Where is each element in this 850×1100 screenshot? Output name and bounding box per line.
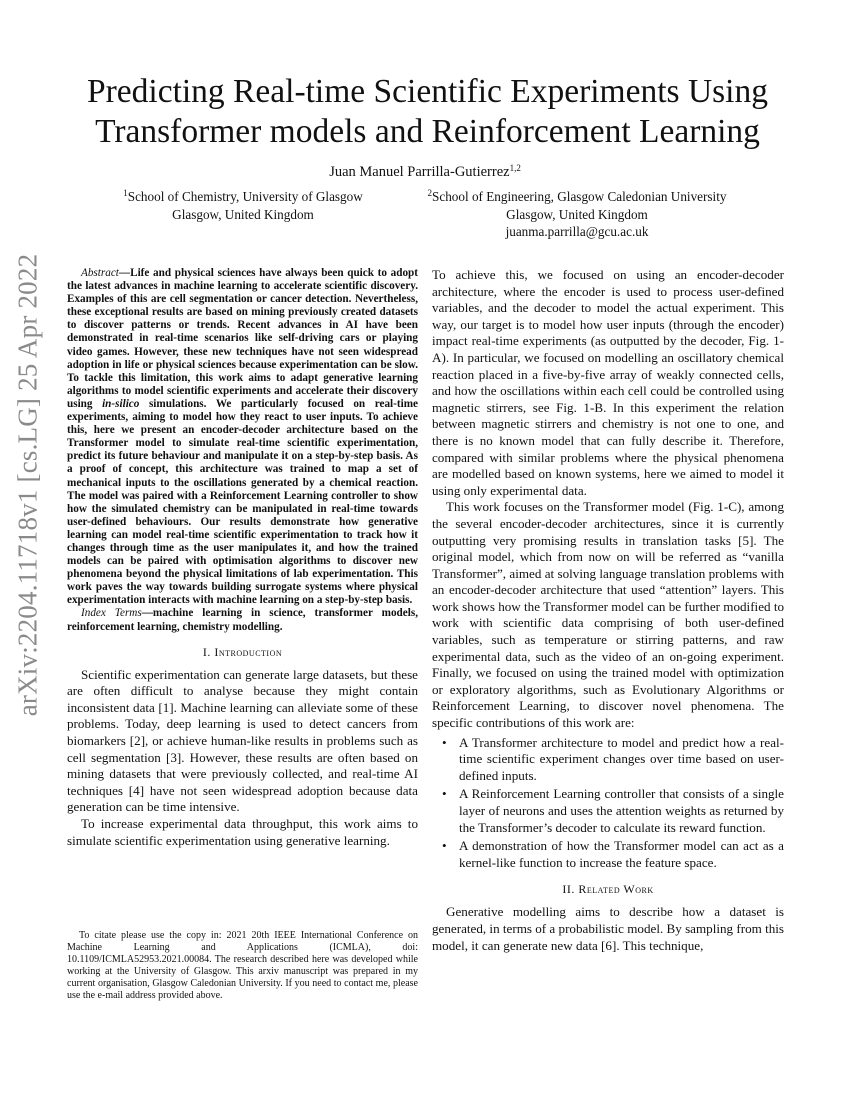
affiliation-1 [112, 185, 374, 223]
arxiv-stamp [0, 253, 56, 717]
index-terms [67, 607, 418, 633]
section-2-title: Related Work [578, 882, 654, 897]
author-name: Juan Manuel Parrilla-Gutierrez [329, 164, 510, 180]
arxiv-stamp-text: arXiv:2204.11718v1 [cs.LG] 25 Apr 2022 [12, 253, 43, 717]
author-superscript: 1,2 [509, 163, 521, 173]
bullet-icon: • [442, 838, 447, 854]
abstract-in-silico: in-silico [102, 397, 140, 410]
affiliation-1-line1: School of Chemistry, University of Glasgow [127, 189, 363, 204]
intro-paragraph-2: To increase experimental data throughput, this work aims to simulate scientific experimentation using generative learning. [67, 815, 418, 848]
affiliation-2-sup: 2 [427, 188, 433, 198]
author [0, 163, 850, 181]
affiliation-2 [412, 185, 742, 241]
footnote: To citate please use the copy in: 2021 20th IEEE International Conference on Machine Learning and Applications (ICMLA), doi: 10.1109/ICMLA52953.2021.00084. The research described here was developed while working at the University of Glasgow. This arxiv manuscript was prepared in my current organisation, Glasgow Caledonian University. If you need to contact me, please use the e-mail address provided above. [67, 930, 418, 1002]
affiliation-1-sup: 1 [123, 188, 128, 198]
index-terms-label: Index Terms [81, 607, 142, 620]
left-column [67, 267, 418, 849]
section-1-title: Introduction [214, 644, 283, 659]
abstract-label: Abstract [81, 267, 119, 279]
affiliation-2-email: juanma.parrilla@gcu.ac.uk [505, 224, 649, 239]
intro-paragraph-1: Scientific experimentation can generate large datasets, but these are often difficult to analyse because they might contain inconsistent data [1]. Machine learning can alleviate some of these problems. Today, deep learning is used to detect cancers from biomarkers [2], or achieve human-like results in problems such as cell segmentation [3]. However, these results are often based on mining datasets that were previously collected, and real-time AI techniques [4] have not seen widespread adoption because data generation can be time intensive. [67, 666, 418, 815]
section-heading-related-work [432, 882, 784, 897]
list-item [442, 786, 784, 836]
section-heading-introduction [67, 645, 418, 660]
affiliation-1-line2: Glasgow, United Kingdom [172, 206, 314, 222]
affiliation-2-line2: Glasgow, United Kingdom [506, 206, 648, 222]
bullet-icon: • [442, 734, 447, 750]
abstract [67, 267, 418, 607]
abstract-text-a: —Life and physical sciences have always been quick to adopt the latest advances in machine learning to accelerate scientific discovery. Examples of this are cell segmentation or cancer detection. Nevertheless, these exceptional results are based on mining previously created datasets to discover patterns or trends. Recent advances in AI have been demonstrated in real-time scenarios like self-driving cars or playing video games. However, these new techniques have not seen widespread adoption in life or physical sciences because experimentation can be slow. To tackle this limitation, this work aims to adapt generative learning algorithms to model scientific experiments and accelerate their discovery using [67, 267, 418, 410]
paper-title: Predicting Real-time Scientific Experiments Using Transformer models and Reinforcement Learning [86, 73, 768, 150]
contribution-2: A Reinforcement Learning controller that consists of a single layer of neurons and uses the attention weights as returned by the Transformer’s decoder to calculate its reward function. [459, 786, 784, 835]
affiliation-2-line1: School of Engineering, Glasgow Caledonian University [432, 189, 727, 204]
related-paragraph-1: Generative modelling aims to describe how a dataset is generated, in terms of a probabilistic model. By sampling from this model, it can generate new data [6]. This technique, [432, 904, 785, 953]
right-paragraph-1: To achieve this, we focused on using an encoder-decoder architecture, where the encoder is used to process user-defined variables, and the decoder to model the actual experiment. This way, our target is to model how user inputs (through the encoder) impact real-time experiments (as outputted by the decoder, Fig. 1-A). In particular, we focused on modelling an oscillatory chemical reaction placed in a five-by-five array of weakly connected cells, and how the oscillations within each cell could be controlled using magnetic stirrers, see Fig. 1-B. In this experiment the relation between magnetic stirrers and chemistry is not one to one, and there is no known model that can fully describe it. Therefore, compared with similar problems where the physical phenomena are modelled based on known systems, here we aimed to model it using only experimental data. [432, 267, 784, 498]
index-terms-text: —machine learning in science, transformer models, reinforcement learning, chemistry modelling. [67, 607, 418, 633]
contribution-1: A Transformer architecture to model and predict how a real-time scientific experiment changes over time based on user-defined inputs. [459, 734, 784, 783]
right-column [432, 267, 784, 954]
contributions-list [432, 735, 784, 872]
section-1-number: I. [202, 644, 211, 659]
abstract-text-b: simulations. We particularly focused on real-time experiments, aiming to model how they react to user inputs. To achieve this, here we present an encoder-decoder architecture based on the Transformer model to simulate real-time scientific experimentation, predict its future behaviour and manipulate it on a step-by-step basis. As a proof of concept, this architecture was trained to map a set of mechanical inputs to the oscillations generated by a chemical reaction. The model was paired with a Reinforcement Learning controller to show how the simulated chemistry can be manipulated in real-time towards user-defined behaviours. Our results demonstrate how generative learning can model real-time scientific experimentation to track how it changes through time as the user manipulates it, and how the trained models can be paired with optimisation algorithms to discover new phenomena beyond the physical limitations of lab experimentation. This work paves the way towards building surrogate systems where physical experimentation interacts with machine learning on a step-by-step basis. [67, 397, 418, 607]
right-paragraph-2: This work focuses on the Transformer model (Fig. 1-C), among the several encoder-decoder architectures, since it is currently outputting very promising results in translation tasks [5]. The original model, which from now on will be referred as “vanilla Transformer”, aimed at solving language translation problems with an encoder-decoder architecture that used “attention” layers. This work shows how the Transformer model can be further modified to work with scientific data comprising of both user-defined variables, such as temperature or stirring patterns, and raw experimental data, such as the video of an on-going experiment. Finally, we focused on using the trained model with optimization or exploratory algorithms, such as Evolutionary Algorithms or Reinforcement Learning, to discover novel phenomena. The specific contributions of this work are: [432, 499, 785, 731]
list-item [442, 734, 784, 785]
list-item [442, 838, 784, 871]
bullet-icon: • [442, 786, 447, 802]
contribution-3: A demonstration of how the Transformer model can act as a kernel-like function to increase the feature space. [459, 838, 784, 870]
section-2-number: II. [562, 882, 575, 897]
